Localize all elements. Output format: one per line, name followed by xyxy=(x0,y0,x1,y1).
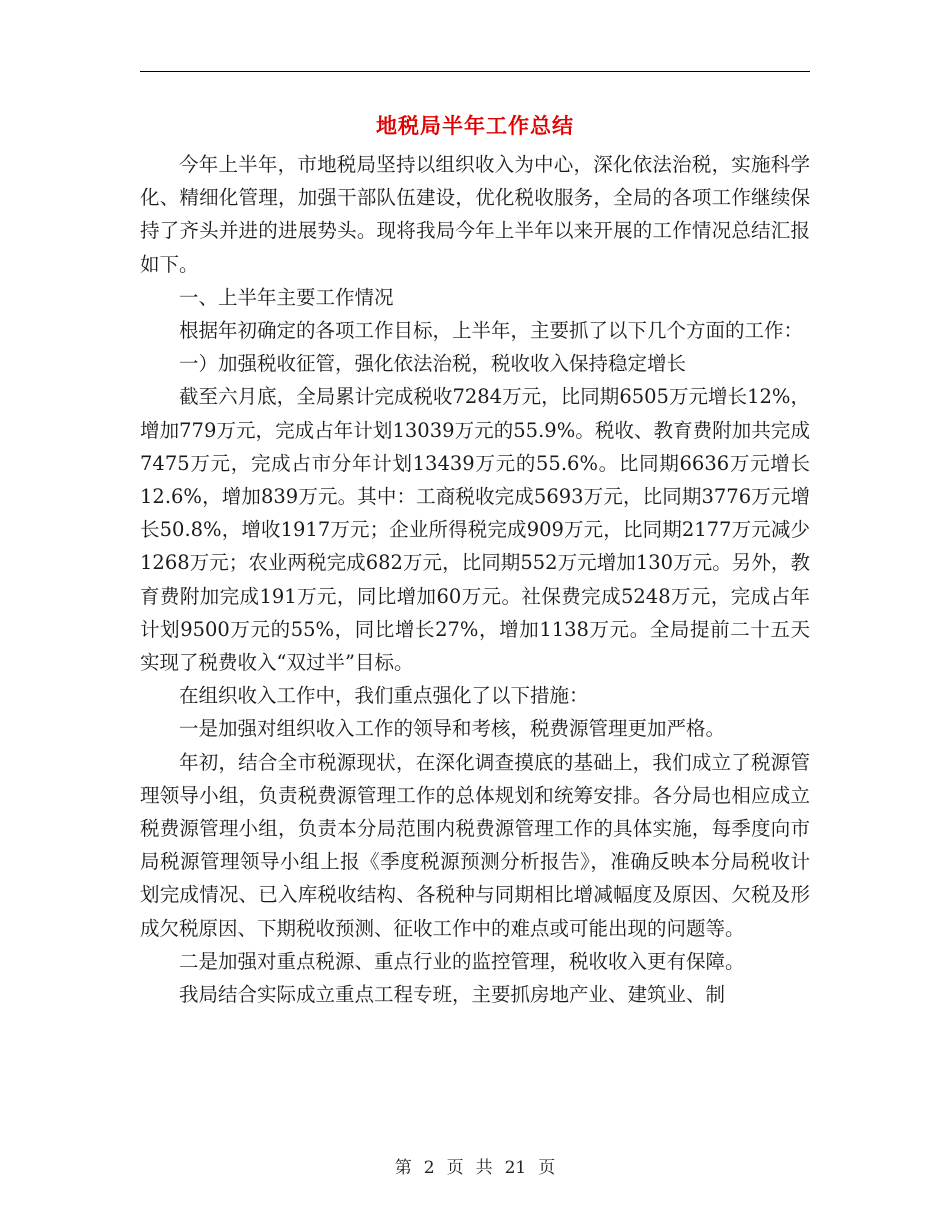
paragraph: 一是加强对组织收入工作的领导和考核，税费源管理更加严格。 xyxy=(179,717,726,741)
paragraph: 我局结合实际成立重点工程专班，主要抓房地产业、建筑业、制 xyxy=(179,983,726,1007)
footer-label-total: 共 xyxy=(475,1158,493,1178)
document-title: 地税局半年工作总结 xyxy=(376,113,574,138)
paragraph: 今年上半年，市地税局坚持以组织收入为中心，深化依法治税，实施科学化、精细化管理，加强干部队伍建设，优化税收服务，全局的各项工作继续保持了齐头并进的进展势头。现将我局今年上半年以来开展的工作情况总结汇报如下。 xyxy=(140,153,810,276)
paragraph: 根据年初确定的各项工作目标，上半年，主要抓了以下几个方面的工作： xyxy=(179,319,804,343)
document-body xyxy=(140,148,810,1011)
footer-total-pages: 21 xyxy=(504,1158,527,1178)
paragraph: 年初，结合全市税源现状，在深化调查摸底的基础上，我们成立了税源管理领导小组，负责税费源管理工作的总体规划和统筹安排。各分局也相应成立税费源管理小组，负责本分局范围内税费源管理工作的具体实施，每季度向市局税源管理领导小组上报《季度税源预测分析报告》，准确反映本分局税收计划完成情况、已入库税收结构、各税种与同期相比增减幅度及原因、欠税及形成欠税原因、下期税收预测、征收工作中的难点或可能出现的问题等。 xyxy=(140,750,810,940)
paragraph: 一、上半年主要工作情况 xyxy=(179,285,394,309)
paragraph: 二是加强对重点税源、重点行业的监控管理，税收收入更有保障。 xyxy=(179,949,745,973)
footer-label-end: 页 xyxy=(538,1158,556,1178)
footer-current-page: 2 xyxy=(423,1158,435,1178)
header-rule xyxy=(140,71,810,72)
page-footer xyxy=(0,1153,950,1178)
paragraph: 截至六月底，全局累计完成税收7284万元，比同期6505万元增长12%，增加779万元，完成占年计划13039万元的55.9%。税收、教育费附加共完成7475万元，完成占市分年计划13439万元的55.6%。比同期6636万元增长12.6%，增加839万元。其中：工商税收完成5693万元，比同期3776万元增长50.8%，增收1917万元；企业所得税完成909万元，比同期2177万元减少1268万元；农业两税完成682万元，比同期552万元增加130万元。另外，教育费附加完成191万元，同比增加60万元。社保费完成5248万元，完成占年计划9500万元的55%，同比增长27%，增加1138万元。全局提前二十五天实现了税费收入“双过半”目标。 xyxy=(140,385,810,675)
footer-label-of: 页 xyxy=(446,1158,464,1178)
paragraph: 在组织收入工作中，我们重点强化了以下措施： xyxy=(179,684,589,708)
footer-label-page: 第 xyxy=(394,1158,412,1178)
paragraph: 一）加强税收征管，强化依法治税，税收收入保持稳定增长 xyxy=(179,352,687,376)
